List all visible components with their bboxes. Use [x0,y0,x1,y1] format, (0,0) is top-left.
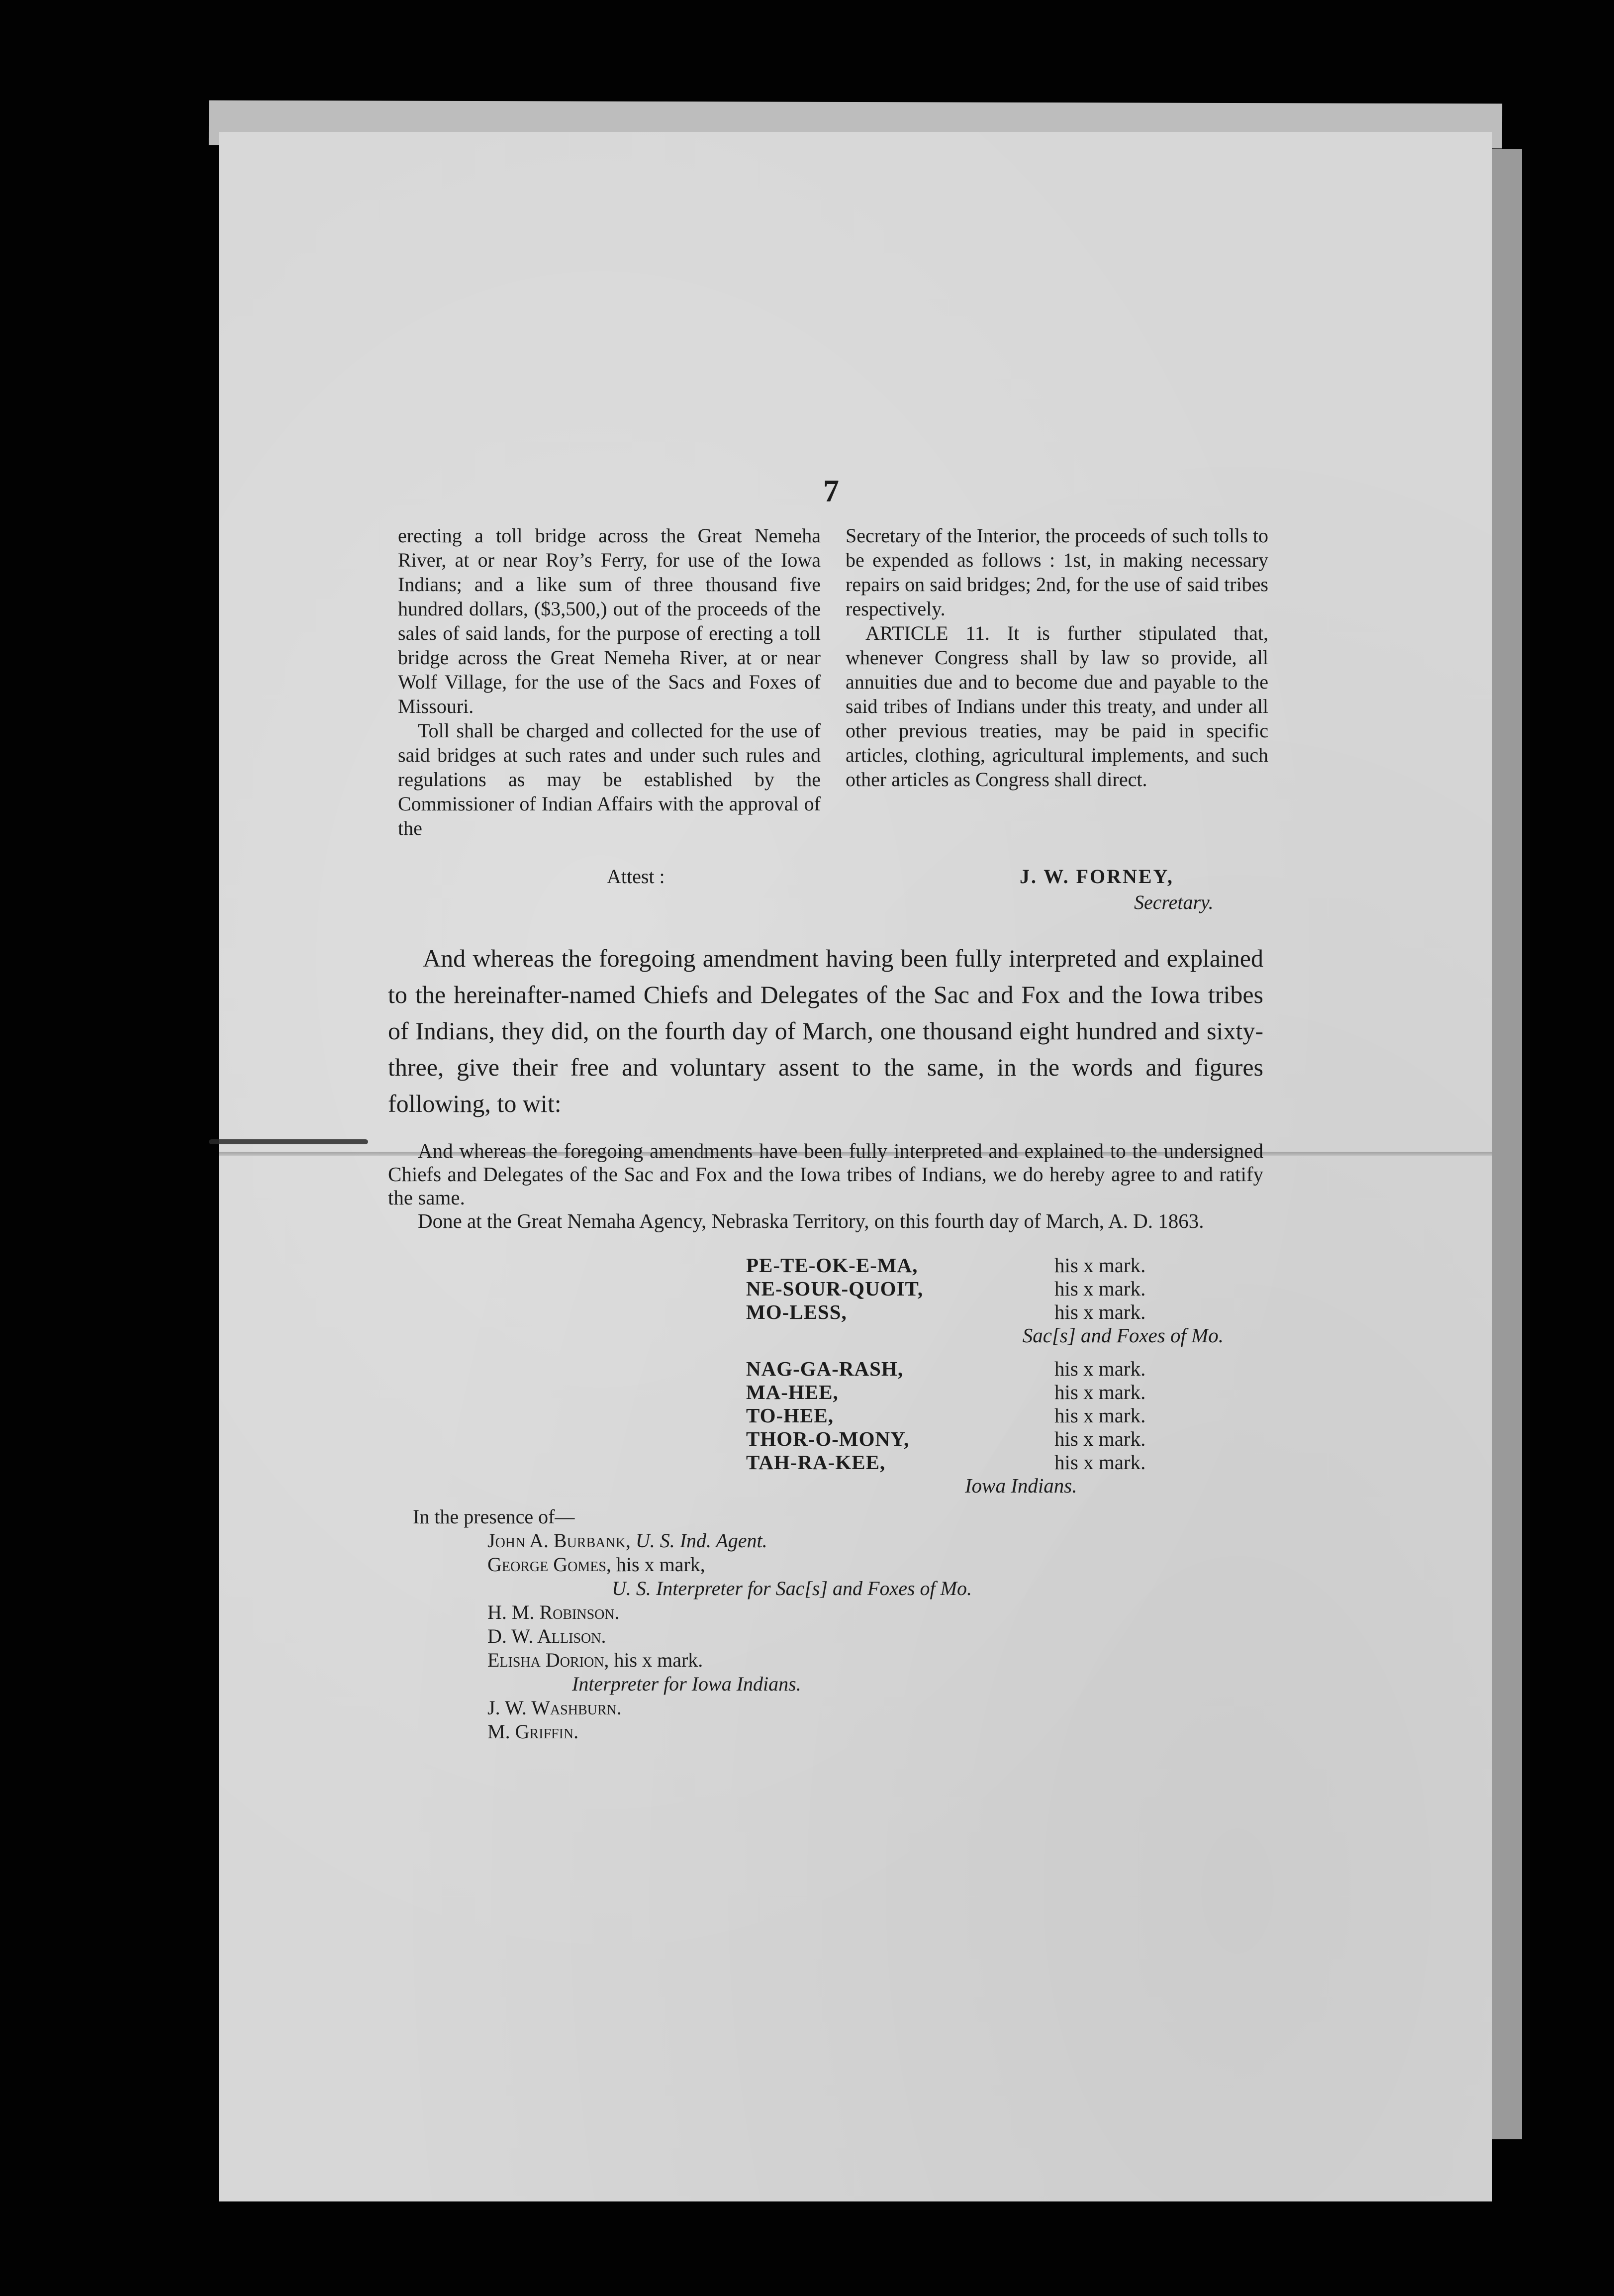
left-column-paragraph-2: Toll shall be charged and collected for the use of said bridges at such rates and under such rules and regulations as may be established by the Commissioner of Indian Affairs with the approval of the [398,719,821,839]
signer-mark: his x mark. [1054,1357,1146,1380]
assent-paragraph: And whereas the foregoing amendments have been fully interpreted and explained to the undersigned Chiefs and Delegates of the Sac and Fox and the Iowa tribes of Indians, we do hereby agree to and ratify the same. [388,1139,1263,1209]
signer-row [746,1300,1234,1324]
signer-mark: his x mark. [1054,1300,1146,1323]
witnesses-block [413,1505,972,1744]
main-paragraph-block [388,940,1263,1122]
right-column-paragraph-1: Secretary of the Interior, the proceeds of such tolls to be expended as follows : 1st, in making necessary repairs on said bridges; 2nd, for the use of said tribes respectively. [846,524,1268,620]
witness-burbank [413,1529,972,1553]
signer-name: NAG-GA-RASH, [746,1357,904,1380]
iowa-label: Iowa Indians. [965,1474,1077,1497]
signer-mark: his x mark. [1054,1404,1146,1427]
signers-block [746,1254,1234,1507]
signer-row [746,1254,1234,1277]
signer-name: NE-SOUR-QUOIT, [746,1277,924,1300]
witness-name: Elisha Dorion, [487,1649,609,1671]
signer-row [746,1451,1234,1474]
witness-washburn: J. W. Washburn. [487,1697,622,1719]
witness-name: George Gomes, [487,1553,611,1576]
signer-name: TO-HEE, [746,1404,834,1427]
main-paragraph: And whereas the foregoing amendment having been fully interpreted and explained to the hereinafter-named Chiefs and Delegates of the Sac and Fox and the Iowa tribes of Indians, they did, on the fourth day of March, one thousand eight hundred and sixty-three, give their free and voluntary assent to the same, in the words and figures following, to wit: [388,944,1263,1117]
witness-allison: D. W. Allison. [487,1625,606,1647]
tear-mark [209,1139,368,1144]
signer-mark: his x mark. [1054,1277,1146,1300]
right-column [846,523,1268,792]
signer-name: MA-HEE, [746,1381,839,1403]
signer-row [746,1381,1234,1404]
witness-griffin: M. Griffin. [487,1720,579,1743]
assent-block [388,1139,1263,1233]
signer-row [746,1404,1234,1427]
witness-mark: his x mark. [614,1649,703,1671]
signer-mark: his x mark. [1054,1381,1146,1403]
signer-name: TAH-RA-KEE, [746,1451,886,1474]
signer-name: PE-TE-OK-E-MA, [746,1254,918,1277]
left-column-paragraph-1: erecting a toll bridge across the Great Nemeha River, at or near Roy’s Ferry, for use of the Iowa Indians; and a like sum of three thousand five hundred dollars, ($3,500,) out of the proceeds of the sales of said lands, for the purpose of erecting a toll bridge across the Great Nemeha River, at or near Wolf Village, for the use of the Sacs and Foxes of Missouri. [398,524,821,717]
presence-heading: In the presence of— [413,1505,575,1528]
witness-gomes-title: U. S. Interpreter for Sac[s] and Foxes of Mo. [612,1577,972,1599]
signer-mark: his x mark. [1054,1254,1146,1277]
secretary-name: J. W. FORNEY, [1020,865,1174,888]
signer-row [746,1427,1234,1451]
signer-mark: his x mark. [1054,1427,1146,1450]
witness-dorion-title: Interpreter for Iowa Indians. [572,1673,801,1695]
secretary-title: Secretary. [1134,891,1214,913]
witness-robinson: H. M. Robinson. [487,1601,620,1623]
signer-name: THOR-O-MONY, [746,1427,910,1450]
witness-gomes [413,1553,972,1577]
witness-dorion [413,1648,972,1672]
witness-mark: his x mark, [616,1553,705,1576]
page-number: 7 [823,473,839,508]
witness-title: U. S. Ind. Agent. [635,1529,767,1552]
signer-name: MO-LESS, [746,1300,847,1323]
left-column [398,523,821,840]
right-column-paragraph-2: ARTICLE 11. It is further stipulated that, whenever Congress shall by law so provide, all annuities due and to become due and payable to the said tribes of Indians under this treaty, and under all other previous treaties, may be paid in specific articles, clothing, agricultural implements, and such other articles as Congress shall direct. [846,622,1268,791]
signer-mark: his x mark. [1054,1451,1146,1474]
signer-row [746,1357,1234,1381]
signer-row [746,1277,1234,1300]
done-paragraph: Done at the Great Nemaha Agency, Nebraska Territory, on this fourth day of March, A. D. 1863. [418,1209,1204,1232]
witness-name: John A. Burbank, [487,1529,631,1552]
attest-label: Attest : [607,865,665,888]
page-edge-shadow-right [1487,149,1522,2139]
sac-fox-label: Sac[s] and Foxes of Mo. [1022,1324,1224,1347]
